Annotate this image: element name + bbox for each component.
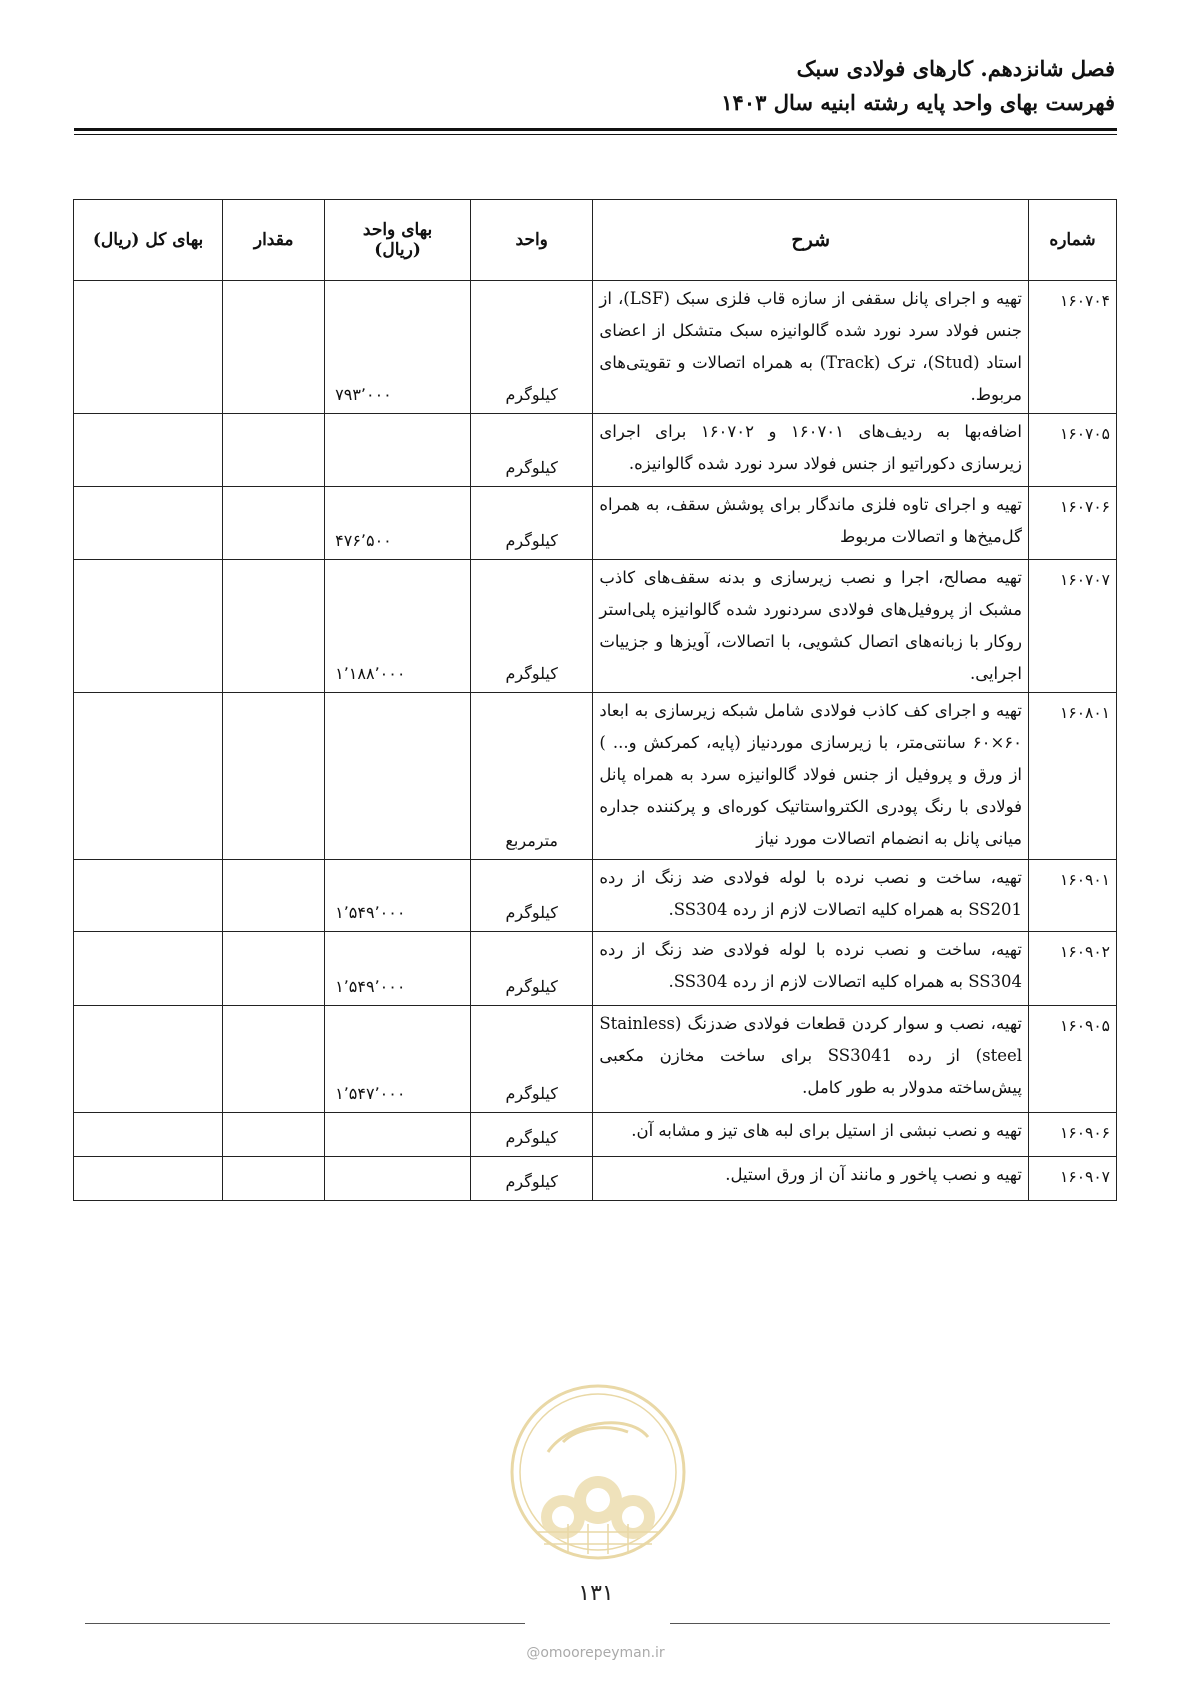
row-unit-price: ۱٬۵۴۹٬۰۰۰	[325, 932, 471, 1006]
row-qty	[223, 414, 325, 487]
row-total	[74, 487, 223, 560]
row-unit: کیلوگرم	[471, 414, 593, 487]
header-unit-price	[325, 200, 471, 281]
price-table	[73, 199, 1117, 1201]
table-row	[74, 281, 1117, 414]
table-row	[74, 1006, 1117, 1113]
list-title: فهرست بهای واحد پایه رشته ابنیه سال ۱۴۰۳	[721, 90, 1115, 115]
header-unit-price-line1: بهای واحد	[362, 220, 433, 240]
row-unit: کیلوگرم	[471, 932, 593, 1006]
row-unit-price: ۷۹۳٬۰۰۰	[325, 281, 471, 414]
header-rule-thin	[74, 134, 1117, 135]
footer-rule-right	[670, 1623, 1110, 1624]
row-total	[74, 1006, 223, 1113]
table-header-row	[74, 200, 1117, 281]
table-row	[74, 693, 1117, 860]
row-unit: کیلوگرم	[471, 281, 593, 414]
page-header	[76, 52, 1115, 120]
row-desc: تهیه مصالح، اجرا و نصب زیرسازی و بدنه سقف‌های کاذب مشبک از پروفیل‌های فولادی سردنورد شده گالوانیزه پلی‌استر روکار با زبانه‌های اتصال کشویی، با اتصالات، آویزها و جزییات اجرایی.	[593, 560, 1029, 693]
row-unit: کیلوگرم	[471, 487, 593, 560]
header-unit-price-line2: (ریال)	[374, 240, 421, 260]
row-code: ۱۶۰۷۰۵	[1029, 414, 1117, 487]
row-qty	[223, 560, 325, 693]
row-total	[74, 1157, 223, 1201]
row-total	[74, 693, 223, 860]
row-unit: کیلوگرم	[471, 860, 593, 932]
table-row	[74, 860, 1117, 932]
row-code: ۱۶۰۷۰۷	[1029, 560, 1117, 693]
page-number: ۱۳۱	[578, 1581, 614, 1606]
row-code: ۱۶۰۹۰۶	[1029, 1113, 1117, 1157]
header-code: شماره	[1029, 200, 1117, 281]
row-total	[74, 281, 223, 414]
row-desc: تهیه و نصب نبشی از استیل برای لبه های تیز و مشابه آن.	[593, 1113, 1029, 1157]
header-total: بهای کل (ریال)	[74, 200, 223, 281]
row-unit-price: ۴۷۶٬۵۰۰	[325, 487, 471, 560]
omoore-peyman-watermark-icon	[508, 1382, 688, 1562]
header-rule-thick	[74, 128, 1117, 131]
row-total	[74, 932, 223, 1006]
table-row	[74, 1157, 1117, 1201]
row-desc: تهیه، ساخت و نصب نرده با لوله فولادی ضد زنگ از رده SS304 به همراه کلیه اتصالات لازم از رده SS304.	[593, 932, 1029, 1006]
row-unit-price	[325, 1113, 471, 1157]
row-qty	[223, 487, 325, 560]
row-unit-price: ۱٬۱۸۸٬۰۰۰	[325, 560, 471, 693]
table-row	[74, 560, 1117, 693]
header-qty: مقدار	[223, 200, 325, 281]
row-qty	[223, 860, 325, 932]
header-unit: واحد	[471, 200, 593, 281]
row-total	[74, 1113, 223, 1157]
footer-rule-left	[85, 1623, 525, 1624]
row-desc: تهیه و نصب پاخور و مانند آن از ورق استیل.	[593, 1157, 1029, 1201]
row-unit-price	[325, 1157, 471, 1201]
table-row	[74, 1113, 1117, 1157]
row-unit: مترمربع	[471, 693, 593, 860]
row-total	[74, 560, 223, 693]
row-qty	[223, 1113, 325, 1157]
table-row	[74, 414, 1117, 487]
row-desc: تهیه و اجرای پانل سقفی از سازه قاب فلزی سبک (LSF)، از جنس فولاد سرد نورد شده گالوانیزه سبک متشکل از اعضای استاد (Stud)، ترک (Track) به همراه اتصالات و تقویتی‌های مربوط.	[593, 281, 1029, 414]
table-row	[74, 932, 1117, 1006]
row-code: ۱۶۰۸۰۱	[1029, 693, 1117, 860]
row-unit-price: ۱٬۵۴۷٬۰۰۰	[325, 1006, 471, 1113]
header-desc: شرح	[593, 200, 1029, 281]
row-desc: تهیه، ساخت و نصب نرده با لوله فولادی ضد زنگ از رده SS201 به همراه کلیه اتصالات لازم از رده SS304.	[593, 860, 1029, 932]
row-qty	[223, 1157, 325, 1201]
row-unit: کیلوگرم	[471, 1157, 593, 1201]
row-desc: تهیه و اجرای کف کاذب فولادی شامل شبکه زیرسازی به ابعاد ۶۰×۶۰ سانتی‌متر، با زیرسازی موردنیاز (پایه، کمرکش و... ) از ورق و پروفیل از جنس فولاد گالوانیزه سرد به همراه پانل فولادی با رنگ پودری الکترواستاتیک کوره‌ای و پرکننده جداره میانی پانل به انضمام اتصالات مورد نیاز	[593, 693, 1029, 860]
footer-website: @omoorepeyman.ir	[526, 1645, 665, 1661]
row-unit-price	[325, 693, 471, 860]
row-qty	[223, 693, 325, 860]
row-code: ۱۶۰۷۰۴	[1029, 281, 1117, 414]
row-code: ۱۶۰۹۰۵	[1029, 1006, 1117, 1113]
row-desc: تهیه و اجرای تاوه فلزی ماندگار برای پوشش سقف، به همراه گل‌میخ‌ها و اتصالات مربوط	[593, 487, 1029, 560]
row-code: ۱۶۰۹۰۱	[1029, 860, 1117, 932]
row-code: ۱۶۰۷۰۶	[1029, 487, 1117, 560]
row-unit-price	[325, 414, 471, 487]
row-desc: تهیه، نصب و سوار کردن قطعات فولادی ضدزنگ (Stainless steel) از رده SS3041 برای ساخت مخازن مکعبی پیش‌ساخته مدولار به طور کامل.	[593, 1006, 1029, 1113]
row-desc: اضافه‌بها به ردیف‌های ۱۶۰۷۰۱ و ۱۶۰۷۰۲ برای اجرای زیرسازی دکوراتیو از جنس فولاد سرد نورد شده گالوانیزه.	[593, 414, 1029, 487]
row-qty	[223, 281, 325, 414]
row-unit: کیلوگرم	[471, 1113, 593, 1157]
row-code: ۱۶۰۹۰۲	[1029, 932, 1117, 1006]
row-qty	[223, 932, 325, 1006]
row-total	[74, 860, 223, 932]
row-unit: کیلوگرم	[471, 560, 593, 693]
row-unit: کیلوگرم	[471, 1006, 593, 1113]
table-row	[74, 487, 1117, 560]
row-code: ۱۶۰۹۰۷	[1029, 1157, 1117, 1201]
row-unit-price: ۱٬۵۴۹٬۰۰۰	[325, 860, 471, 932]
row-qty	[223, 1006, 325, 1113]
chapter-title: فصل شانزدهم. کارهای فولادی سبک	[796, 56, 1115, 81]
row-total	[74, 414, 223, 487]
